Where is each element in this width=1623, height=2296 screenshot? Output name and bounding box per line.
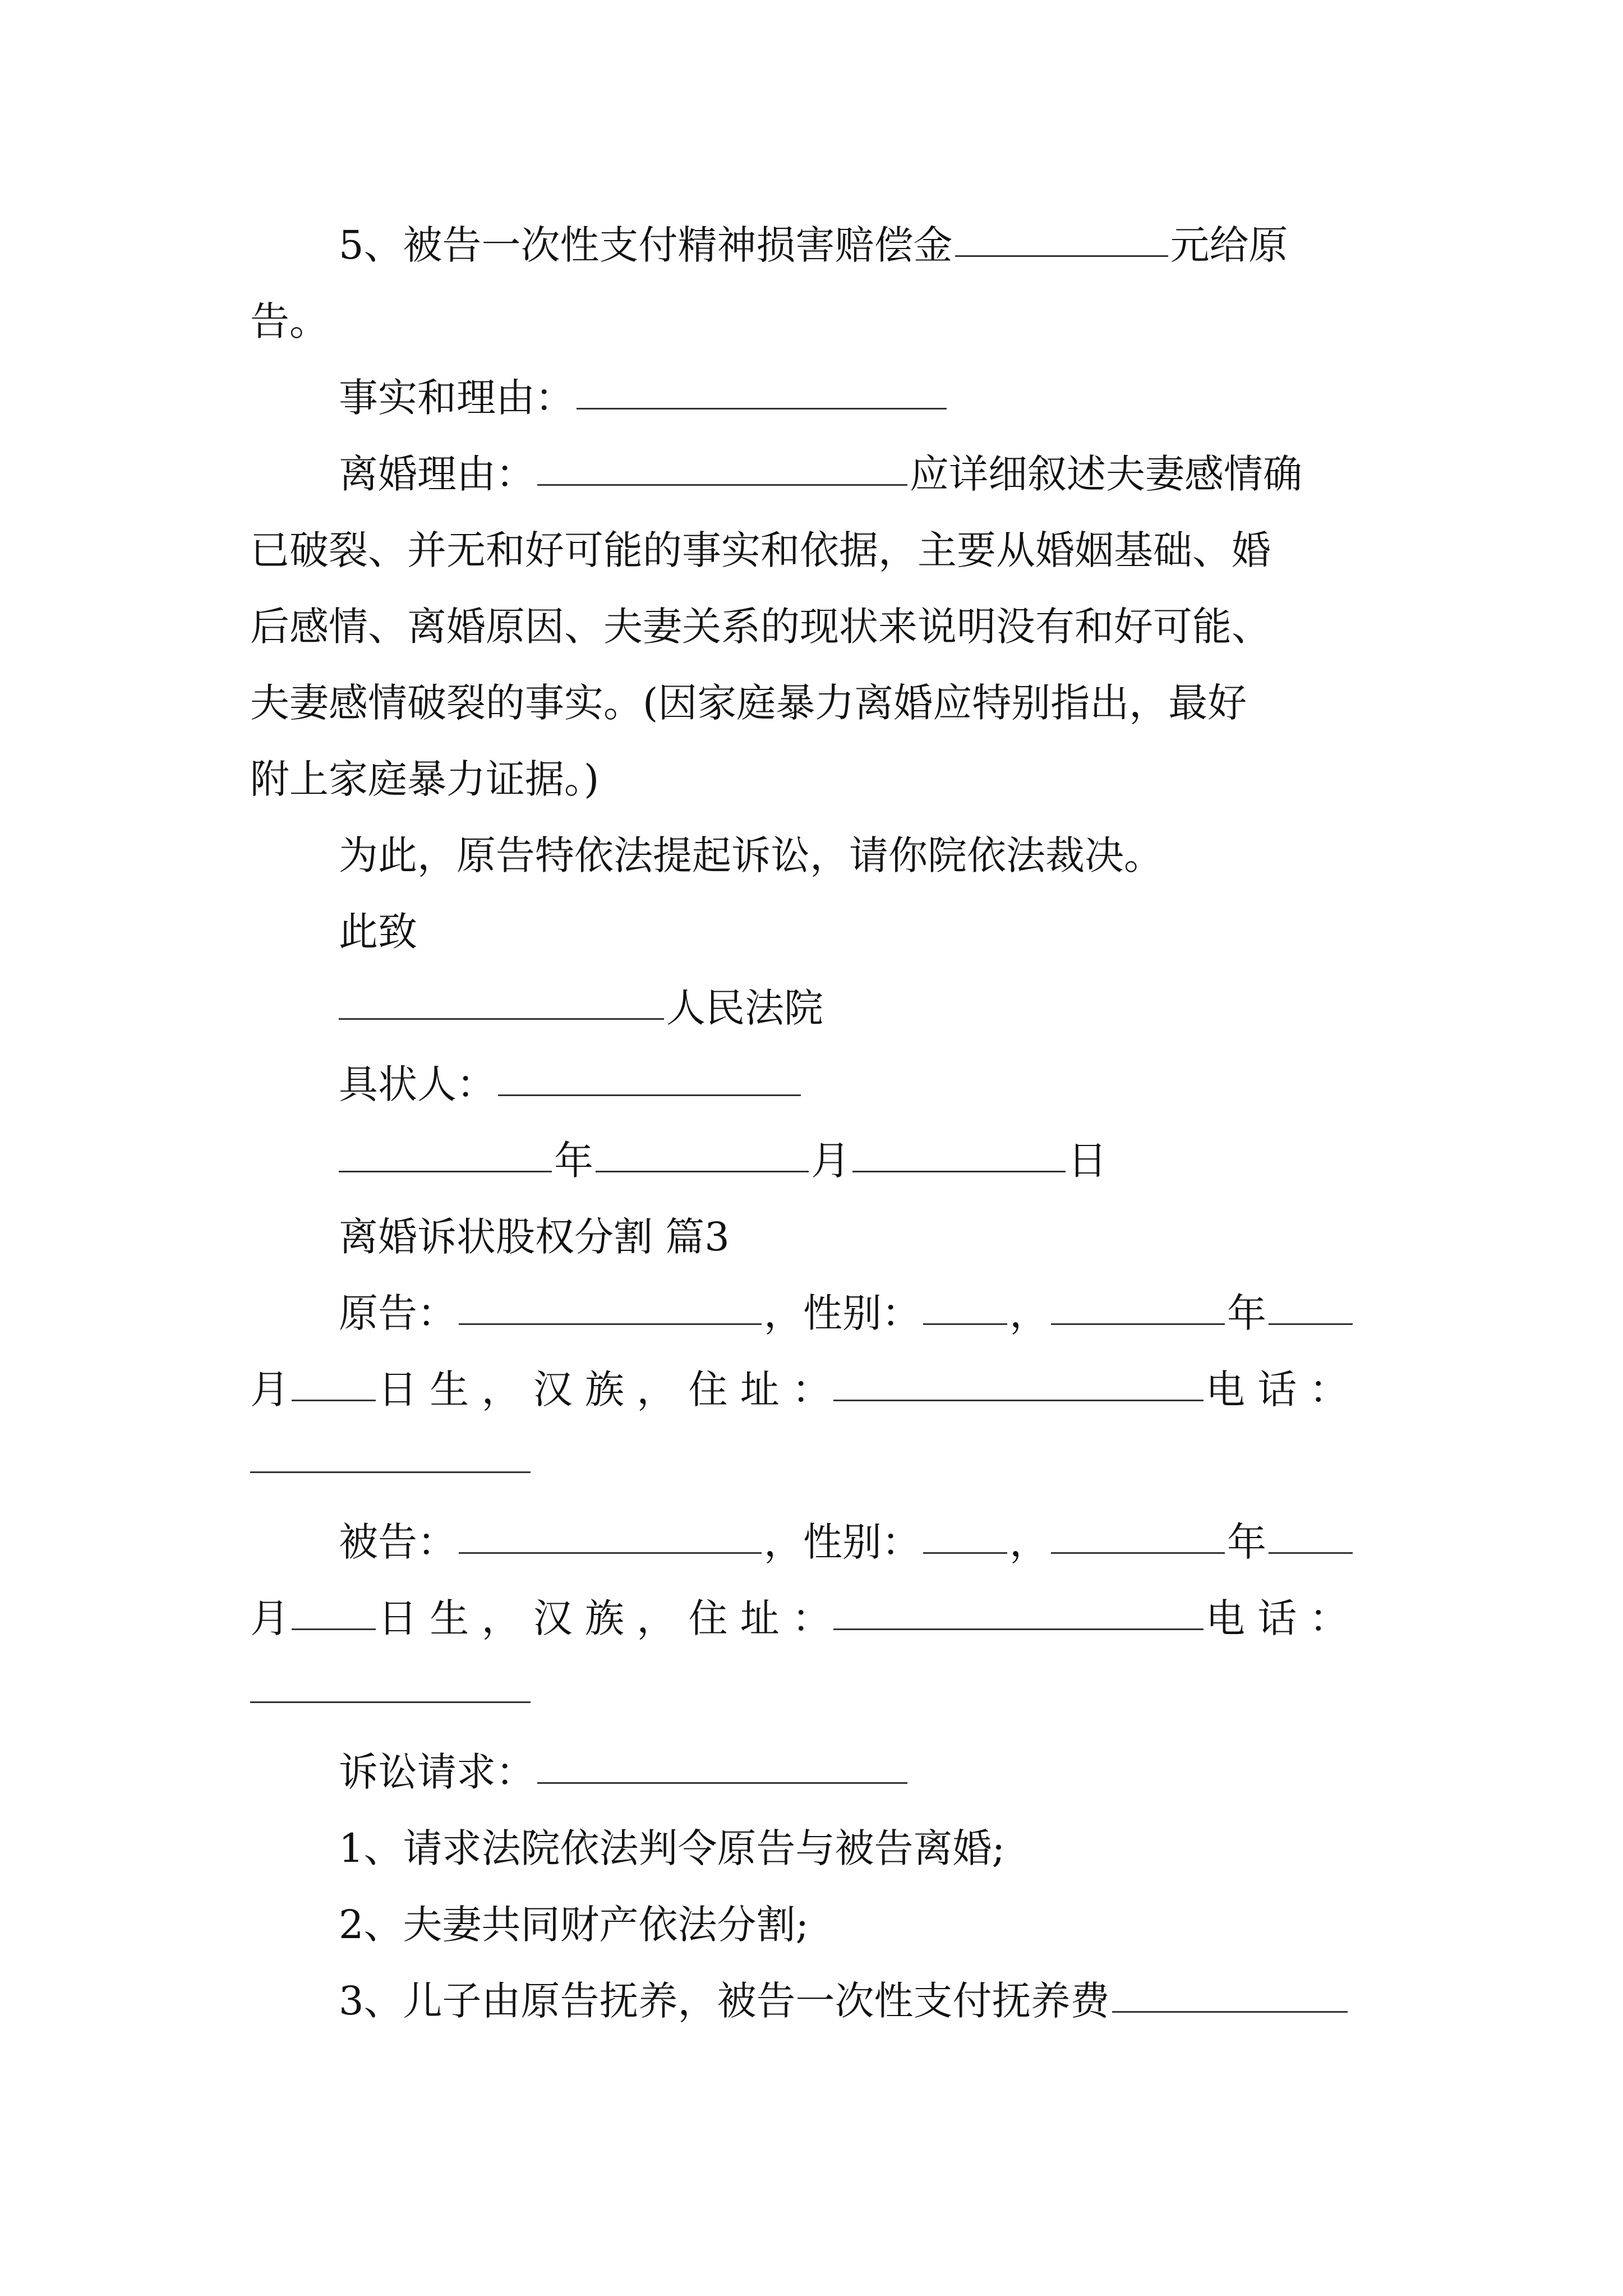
- text: 电 话 ：: [1206, 1366, 1349, 1412]
- text: 离婚理由：: [339, 451, 535, 497]
- line-claims: [250, 1734, 1477, 1810]
- blank-line: [955, 255, 1168, 257]
- text: ，性别：: [764, 1290, 921, 1336]
- blank-line: [459, 1323, 762, 1325]
- blank-line: [577, 407, 947, 409]
- blank-line: [1051, 1552, 1225, 1554]
- line-reason-4: 夫妻感情破裂的事实。(因家庭暴力离婚应特别指出，最好: [250, 680, 1247, 726]
- line-date: [250, 1122, 1477, 1199]
- blank-line: [498, 1094, 801, 1096]
- blank-line: [1112, 2010, 1348, 2013]
- blank-line: [250, 1701, 531, 1703]
- text: 年: [1227, 1519, 1266, 1565]
- text: 人民法院: [666, 985, 823, 1031]
- text: ，: [1009, 1290, 1049, 1336]
- line-claim-3: [250, 1963, 1477, 2039]
- blank-line: [339, 1170, 552, 1172]
- text: 3、儿子由原告抚养，被告一次性支付抚养费: [339, 1978, 1110, 2024]
- text: 应详细叙述夫妻感情确: [910, 451, 1302, 497]
- text: 原告：: [339, 1290, 457, 1336]
- section-title: 离婚诉状股权分割 篇3: [339, 1214, 730, 1260]
- blank-line: [1051, 1323, 1225, 1325]
- text: ，性别：: [764, 1519, 921, 1565]
- line-defendant-2: [250, 1580, 1389, 1657]
- text: 日 生 ， 汉 族 ， 住 址 ：: [378, 1595, 832, 1641]
- blank-line: [923, 1552, 1007, 1554]
- blank-line: [833, 1628, 1204, 1630]
- line-claim-2: 2、夫妻共同财产依法分割;: [339, 1902, 809, 1948]
- text: 被告：: [339, 1519, 457, 1565]
- text: 电 话 ：: [1206, 1595, 1349, 1641]
- line-reason-5: 附上家庭暴力证据。): [250, 756, 600, 802]
- line-defendant: [250, 1504, 1477, 1580]
- blank-line: [292, 1628, 376, 1630]
- blank-line: [852, 1170, 1066, 1172]
- blank-line: [250, 1471, 531, 1473]
- text: 月: [250, 1366, 289, 1412]
- blank-line: [339, 1018, 664, 1020]
- text: 年: [1227, 1290, 1266, 1336]
- text: ，: [1009, 1519, 1049, 1565]
- text: 月: [250, 1595, 289, 1641]
- text: 5、被告一次性支付精神损害赔偿金: [339, 222, 953, 268]
- blank-line: [923, 1323, 1007, 1325]
- text: 日 生 ， 汉 族 ， 住 址 ：: [378, 1366, 832, 1412]
- line-compensation-end: 告。: [250, 298, 329, 344]
- line-compensation: [250, 207, 1477, 283]
- blank-line: [537, 1782, 907, 1784]
- blank-line: [596, 1170, 809, 1172]
- text: 元给原: [1170, 222, 1288, 268]
- text: 诉讼请求：: [339, 1749, 535, 1795]
- line-to: 此致: [339, 909, 417, 955]
- line-plaintiff-2: [250, 1351, 1389, 1428]
- blank-line: [292, 1399, 376, 1401]
- blank-line: [1269, 1323, 1353, 1325]
- text: 年: [554, 1138, 593, 1184]
- line-facts: [250, 360, 1477, 436]
- line-therefore: 为此，原告特依法提起诉讼，请你院依法裁决。: [339, 832, 1163, 878]
- blank-line: [459, 1552, 762, 1554]
- line-reason-3: 后感情、离婚原因、夫妻关系的现状来说明没有和好可能、: [250, 604, 1271, 650]
- line-reason-2: 已破裂、并无和好可能的事实和依据，主要从婚姻基础、婚: [250, 527, 1271, 573]
- text: 日: [1068, 1138, 1107, 1184]
- line-claim-1: 1、请求法院依法判令原告与被告离婚;: [339, 1825, 1006, 1871]
- line-signer: [250, 1046, 1477, 1122]
- text: 事实和理由：: [339, 375, 574, 421]
- blank-line: [1269, 1552, 1353, 1554]
- text: 具状人：: [339, 1061, 496, 1107]
- text: 月: [811, 1138, 850, 1184]
- blank-line: [537, 484, 907, 486]
- line-court: [250, 970, 1477, 1046]
- blank-line: [833, 1399, 1204, 1401]
- line-plaintiff: [250, 1275, 1477, 1351]
- line-divorce-reason: [250, 436, 1477, 512]
